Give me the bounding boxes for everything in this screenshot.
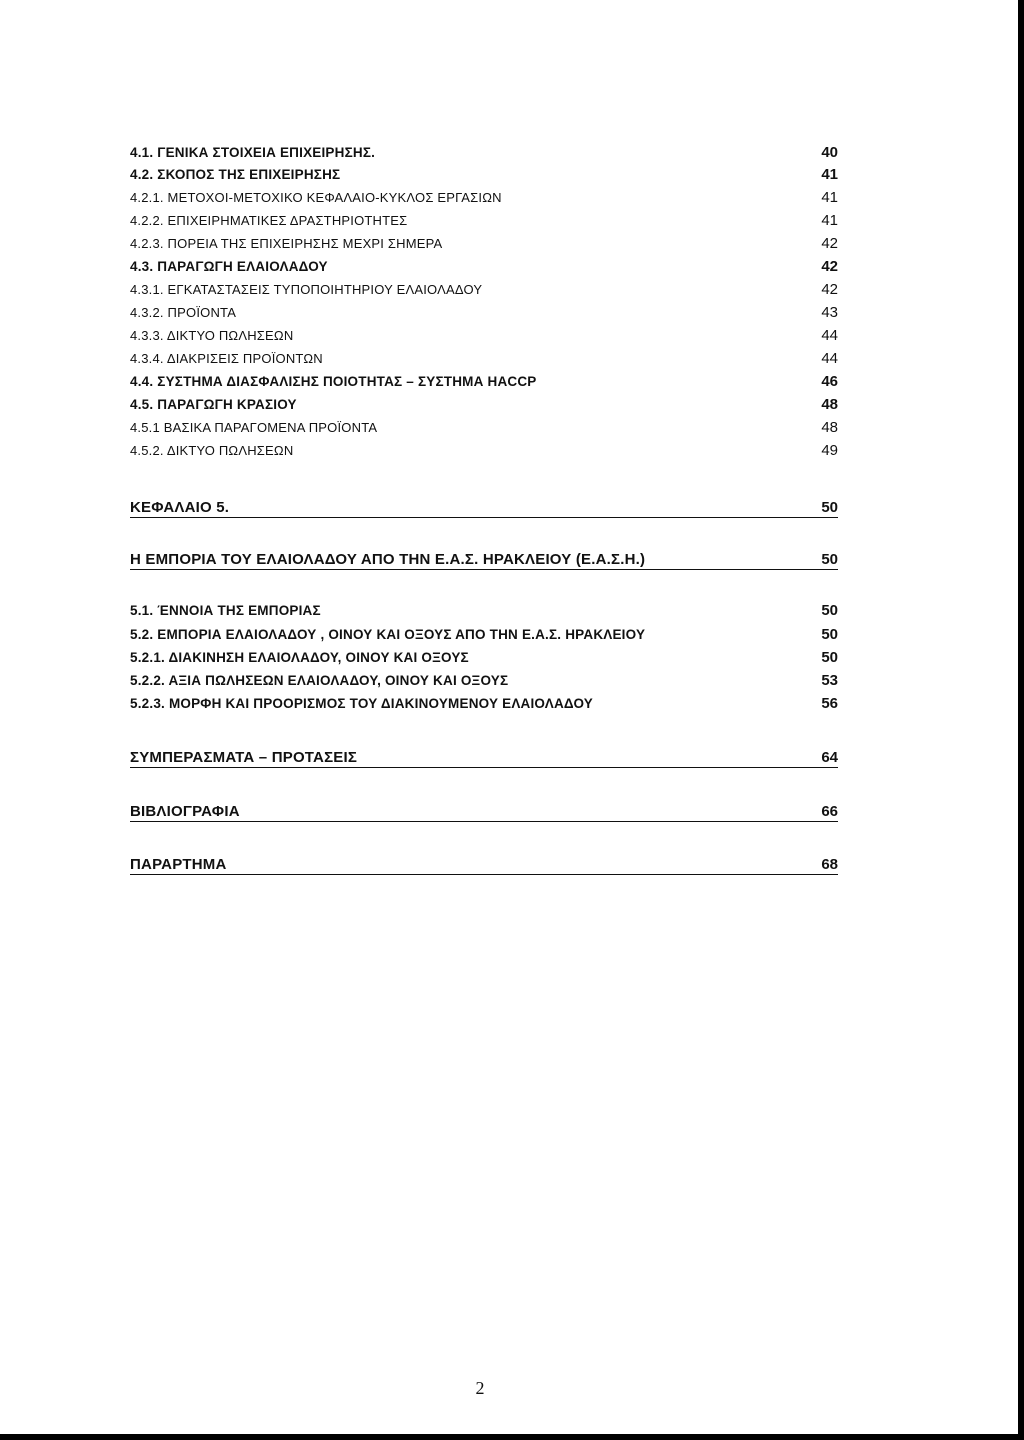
- toc-entry-title: 4.3.4. ΔΙΑΚΡΙΣΕΙΣ ΠΡΟΪΟΝΤΩΝ: [130, 351, 323, 366]
- toc-entry-title: Η ΕΜΠΟΡΙΑ ΤΟΥ ΕΛΑΙΟΛΑΔΟΥ ΑΠΟ ΤΗΝ Ε.Α.Σ. ΗΡΑΚΛΕΙΟΥ (Ε.Α.Σ.Η.): [130, 551, 646, 568]
- toc-entry-page: 43: [821, 304, 838, 321]
- toc-entry-4-2-1: [130, 187, 838, 209]
- toc-entry-title: 4.4. ΣΥΣΤΗΜΑ ΔΙΑΣΦΑΛΙΣΗΣ ΠΟΙΟΤΗΤΑΣ – ΣΥΣΤΗΜΑ HACCP: [130, 374, 537, 389]
- toc-entry-page: 48: [821, 419, 838, 436]
- toc-heading-chapter-5-title: [130, 548, 838, 572]
- toc-entry-title: 5.2. ΕΜΠΟΡΙΑ ΕΛΑΙΟΛΑΔΟΥ , ΟΙΝΟΥ ΚΑΙ ΟΞΟΥΣ ΑΠΟ ΤΗΝ Ε.Α.Σ. ΗΡΑΚΛΕΙΟΥ: [130, 627, 646, 642]
- toc-entry-4-3-4: [130, 348, 838, 370]
- toc-entry-title: 4.5. ΠΑΡΑΓΩΓΗ ΚΡΑΣΙΟΥ: [130, 397, 297, 412]
- toc-entry-page: 41: [821, 212, 838, 229]
- toc-entry-title: 5.1. ΈΝΝΟΙΑ ΤΗΣ ΕΜΠΟΡΙΑΣ: [130, 603, 321, 618]
- toc-entry-title: ΣΥΜΠΕΡΑΣΜΑΤΑ – ΠΡΟΤΑΣΕΙΣ: [130, 749, 358, 766]
- toc-entry-4-2-3: [130, 233, 838, 255]
- heading-underline: [130, 517, 838, 518]
- toc-entry-title: 4.1. ΓΕΝΙΚΑ ΣΤΟΙΧΕΙΑ ΕΠΙΧΕΙΡΗΣΗΣ.: [130, 145, 376, 160]
- toc-entry-title: 5.2.3. ΜΟΡΦΗ ΚΑΙ ΠΡΟΟΡΙΣΜΟΣ ΤΟΥ ΔΙΑΚΙΝΟΥΜΕΝΟΥ ΕΛΑΙΟΛΑΔΟΥ: [130, 696, 593, 711]
- toc-entry-5-2-3: [130, 693, 838, 715]
- toc-entry-page: 41: [821, 166, 838, 183]
- toc-entry-title: 4.2.1. ΜΕΤΟΧΟΙ-ΜΕΤΟΧΙΚΟ ΚΕΦΑΛΑΙΟ-ΚΥΚΛΟΣ ΕΡΓΑΣΙΩΝ: [130, 190, 502, 205]
- toc-entry-5-2-1: [130, 647, 838, 669]
- toc-entry-5-1: [130, 600, 838, 622]
- toc-entry-title: 4.3.3. ΔΙΚΤΥΟ ΠΩΛΗΣΕΩΝ: [130, 328, 294, 343]
- toc-entry-page: 42: [821, 281, 838, 298]
- toc-entry-page: 50: [821, 602, 838, 619]
- toc-entry-title: ΒΙΒΛΙΟΓΡΑΦΙΑ: [130, 803, 240, 820]
- toc-entry-page: 68: [821, 856, 838, 873]
- toc-entry-title: 4.2.3. ΠΟΡΕΙΑ ΤΗΣ ΕΠΙΧΕΙΡΗΣΗΣ ΜΕΧΡΙ ΣΗΜΕΡΑ: [130, 236, 443, 251]
- toc-entry-title: 4.5.1 ΒΑΣΙΚΑ ΠΑΡΑΓΟΜΕΝΑ ΠΡΟΪΟΝΤΑ: [130, 420, 378, 435]
- toc-entry-4-3-3: [130, 325, 838, 347]
- toc-entry-5-2-2: [130, 670, 838, 692]
- toc-entry-4-2: [130, 164, 838, 186]
- toc-entry-page: 42: [821, 235, 838, 252]
- toc-entry-5-2: [130, 624, 838, 646]
- toc-entry-4-5-1: [130, 417, 838, 439]
- toc-entry-page: 42: [821, 258, 838, 275]
- toc-entry-4-1: [130, 142, 838, 164]
- toc-entry-page: 50: [821, 649, 838, 666]
- toc-heading-appendix: [130, 853, 838, 877]
- toc-entry-title: 4.3. ΠΑΡΑΓΩΓΗ ΕΛΑΙΟΛΑΔΟΥ: [130, 259, 328, 274]
- toc-heading-bibliography: [130, 800, 838, 824]
- toc-entry-page: 41: [821, 189, 838, 206]
- toc-entry-4-3-1: [130, 279, 838, 301]
- toc-heading-conclusions: [130, 746, 838, 770]
- toc-entry-page: 64: [821, 749, 838, 766]
- toc-entry-page: 46: [821, 373, 838, 390]
- toc-entry-title: ΠΑΡΑΡΤΗΜΑ: [130, 856, 227, 873]
- toc-entry-title: 4.2.2. ΕΠΙΧΕΙΡΗΜΑΤΙΚΕΣ ΔΡΑΣΤΗΡΙΟΤΗΤΕΣ: [130, 213, 408, 228]
- toc-entry-page: 49: [821, 442, 838, 459]
- toc-heading-chapter-5: [130, 496, 838, 520]
- heading-underline: [130, 874, 838, 875]
- toc-entry-title: 4.2. ΣΚΟΠΟΣ ΤΗΣ ΕΠΙΧΕΙΡΗΣΗΣ: [130, 167, 341, 182]
- toc-entry-4-2-2: [130, 210, 838, 232]
- toc-entry-title: ΚΕΦΑΛΑΙΟ 5.: [130, 499, 230, 516]
- toc-entry-page: 66: [821, 803, 838, 820]
- toc-entry-page: 50: [821, 626, 838, 643]
- toc-entry-4-5: [130, 394, 838, 416]
- toc-entry-page: 53: [821, 672, 838, 689]
- toc-entry-4-5-2: [130, 440, 838, 462]
- toc-entry-title: 5.2.1. ΔΙΑΚΙΝΗΣΗ ΕΛΑΙΟΛΑΔΟΥ, ΟΙΝΟΥ ΚΑΙ ΟΞΟΥΣ: [130, 650, 469, 665]
- toc-entry-page: 48: [821, 396, 838, 413]
- toc-entry-page: 50: [821, 499, 838, 516]
- toc-entry-4-4: [130, 371, 838, 393]
- toc-entry-page: 40: [821, 144, 838, 161]
- toc-entry-title: 4.5.2. ΔΙΚΤΥΟ ΠΩΛΗΣΕΩΝ: [130, 443, 294, 458]
- toc-entry-title: 5.2.2. ΑΞΙΑ ΠΩΛΗΣΕΩΝ ΕΛΑΙΟΛΑΔΟΥ, ΟΙΝΟΥ ΚΑΙ ΟΞΟΥΣ: [130, 673, 509, 688]
- toc-entry-page: 50: [821, 551, 838, 568]
- toc-entry-4-3-2: [130, 302, 838, 324]
- toc-entry-4-3: [130, 256, 838, 278]
- toc-entry-page: 56: [821, 695, 838, 712]
- toc-entry-title: 4.3.1. ΕΓΚΑΤΑΣΤΑΣΕΙΣ ΤΥΠΟΠΟΙΗΤΗΡΙΟΥ ΕΛΑΙΟΛΑΔΟΥ: [130, 282, 483, 297]
- toc-entry-page: 44: [821, 350, 838, 367]
- footer-page-number: 2: [475, 1378, 485, 1398]
- toc-entry-title: 4.3.2. ΠΡΟΪΟΝΤΑ: [130, 305, 237, 320]
- toc-entry-page: 44: [821, 327, 838, 344]
